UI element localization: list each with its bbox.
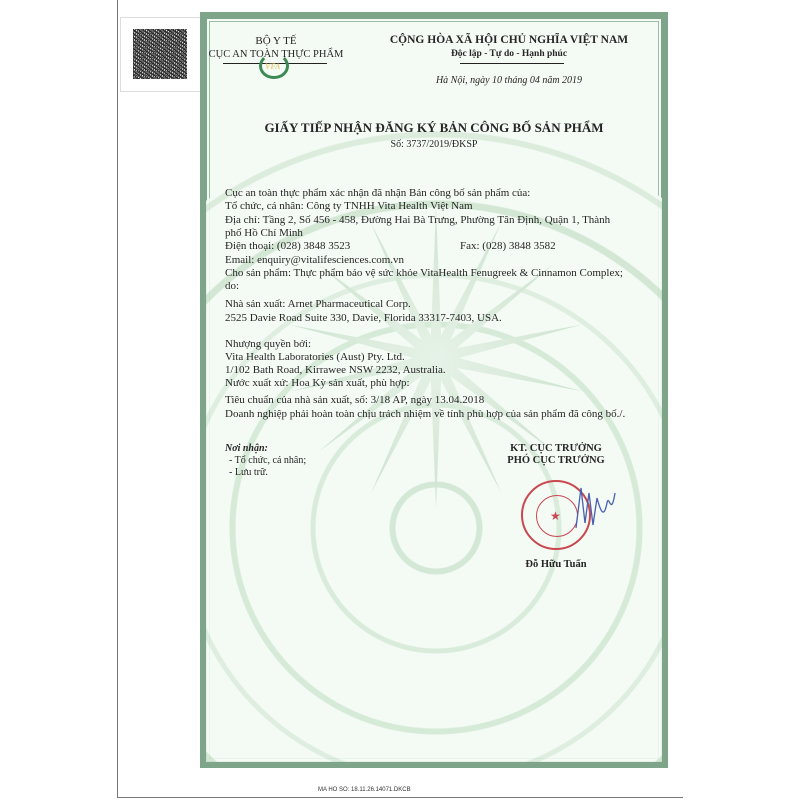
nation-name: CỘNG HÒA XÃ HỘI CHỦ NGHĨA VIỆT NAM	[389, 34, 629, 46]
document-number: Số: 3737/2019/ĐKSP	[390, 139, 478, 150]
ministry-name: BỘ Y TẾ	[255, 35, 297, 47]
signer-title-2: PHÓ CỤC TRƯỞNG	[507, 455, 605, 466]
manufacturer-address: 2525 Davie Road Suite 330, Davie, Florida 33317-7403, USA.	[225, 312, 502, 324]
agency-name: CỤC AN TOÀN THỰC PHẨM	[208, 49, 344, 60]
origin: Nước xuất xứ: Hoa Kỳ sản xuất, phù hợp:	[225, 377, 410, 389]
official-seal-icon: ★	[521, 480, 591, 550]
recipient-item: - Tổ chức, cá nhân;	[229, 455, 307, 466]
recipient-item: - Lưu trữ.	[229, 467, 268, 478]
email: Email: enquiry@vitalifesciences.com.vn	[225, 254, 405, 266]
document-title: GIẤY TIẾP NHẬN ĐĂNG KÝ BẢN CÔNG BỐ SẢN PHẨM	[264, 120, 604, 135]
dossier-code: MA HO SO: 18.11.26.14071.DKCB	[318, 787, 411, 793]
address-line-2: phố Hồ Chí Minh	[225, 227, 303, 239]
product-line-2: do:	[225, 280, 240, 292]
intro-text: Cục an toàn thực phẩm xác nhận đã nhận Bản công bố sản phẩm của:	[225, 187, 531, 199]
signer-title-1: KT. CỤC TRƯỞNG	[510, 443, 602, 454]
responsibility: Doanh nghiệp phải hoàn toàn chịu trách nhiệm về tính phù hợp của sản phẩm đã công bố./.	[225, 408, 626, 420]
qr-code-icon	[133, 29, 187, 79]
standard: Tiêu chuẩn của nhà sản xuất, số: 3/18 AP, ngày 13.04.2018	[225, 394, 485, 406]
manufacturer: Nhà sản xuất: Arnet Pharmaceutical Corp.	[225, 298, 411, 310]
signature-icon	[571, 473, 621, 543]
product-line-1: Cho sản phẩm: Thực phẩm bảo vệ sức khỏe VitaHealth Fenugreek & Cinnamon Complex;	[225, 267, 623, 279]
place-date: Hà Nội, ngày 10 tháng 04 năm 2019	[435, 75, 583, 86]
fax: Fax: (028) 3848 3582	[460, 240, 556, 252]
page-edge-bottom	[117, 797, 683, 798]
franchisor-address: 1/102 Bath Road, Kirrawee NSW 2232, Australia.	[225, 364, 446, 376]
signer-name: Đỗ Hữu Tuấn	[525, 559, 587, 570]
phone: Điện thoại: (028) 3848 3523	[225, 240, 351, 252]
certificate	[200, 12, 668, 768]
vfa-logo-text: VFA	[265, 62, 281, 71]
nation-motto: Độc lập - Tự do - Hạnh phúc	[450, 49, 568, 59]
certificate-paper	[206, 18, 662, 762]
qr-code-box	[120, 17, 202, 92]
recipients-label: Nơi nhận:	[225, 443, 268, 454]
page-edge-left	[117, 0, 118, 798]
franchise-label: Nhượng quyền bởi:	[225, 338, 312, 350]
franchisor: Vita Health Laboratories (Aust) Pty. Ltd.	[225, 351, 405, 363]
motto-underline	[460, 63, 564, 64]
address-line-1: Địa chỉ: Tầng 2, Số 456 - 458, Đường Hai Bà Trưng, Phường Tân Định, Quận 1, Thành	[225, 214, 611, 226]
organization: Tổ chức, cá nhân: Công ty TNHH Vita Health Việt Nam	[225, 200, 473, 212]
